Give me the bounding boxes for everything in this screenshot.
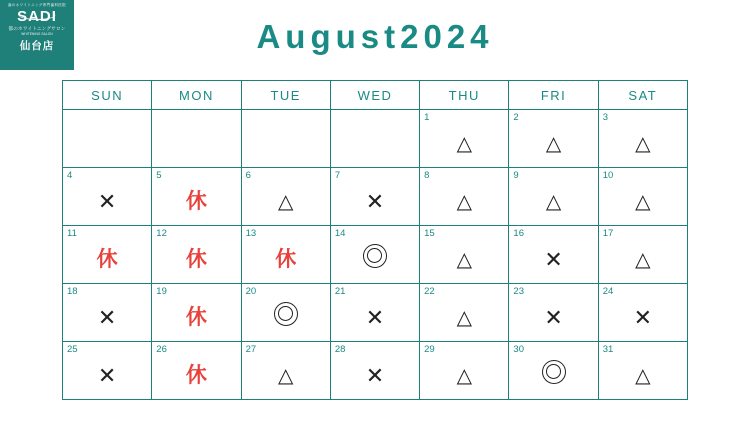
weekday-header-fri: FRI bbox=[509, 81, 598, 110]
calendar-day-cell[interactable] bbox=[152, 342, 241, 400]
day-number: 1 bbox=[424, 112, 430, 123]
day-number: 27 bbox=[245, 344, 257, 355]
logo-subtitle: 都のホワイトニングサロン bbox=[8, 26, 66, 31]
calendar-day-cell[interactable] bbox=[509, 284, 598, 342]
day-number: 8 bbox=[424, 170, 430, 181]
day-number: 28 bbox=[334, 344, 346, 355]
month-calendar bbox=[62, 80, 688, 400]
availability-triangle-icon: △ bbox=[545, 191, 562, 213]
availability-cross-icon: ✕ bbox=[365, 189, 385, 214]
day-number: 3 bbox=[602, 112, 608, 123]
day-number: 31 bbox=[602, 344, 614, 355]
availability-cross-icon: ✕ bbox=[365, 363, 385, 388]
availability-triangle-icon: △ bbox=[456, 307, 472, 329]
availability-triangle-icon: △ bbox=[635, 365, 651, 387]
day-number: 19 bbox=[156, 286, 167, 297]
calendar-empty-cell bbox=[63, 110, 152, 168]
calendar-day-cell[interactable] bbox=[330, 226, 419, 284]
calendar-day-cell[interactable] bbox=[420, 110, 509, 168]
calendar-week-row bbox=[63, 284, 688, 342]
day-number: 15 bbox=[424, 228, 435, 239]
availability-cross-icon: ✕ bbox=[544, 305, 563, 330]
calendar-day-cell[interactable] bbox=[330, 168, 419, 226]
availability-cross-icon: ✕ bbox=[633, 305, 653, 330]
availability-double-circle-icon bbox=[363, 243, 387, 267]
calendar-day-cell[interactable] bbox=[152, 168, 241, 226]
calendar-day-cell[interactable] bbox=[598, 284, 687, 342]
day-number: 30 bbox=[513, 344, 524, 355]
availability-triangle-icon: △ bbox=[278, 191, 294, 213]
day-number: 11 bbox=[67, 228, 77, 239]
availability-triangle-icon: △ bbox=[456, 249, 472, 271]
day-number: 2 bbox=[513, 112, 519, 123]
day-number: 10 bbox=[602, 170, 614, 181]
day-number: 23 bbox=[513, 286, 524, 297]
day-number: 9 bbox=[513, 170, 519, 181]
availability-cross-icon: ✕ bbox=[544, 247, 563, 272]
calendar-day-cell[interactable] bbox=[63, 284, 152, 342]
availability-kyu-icon: 休 bbox=[185, 248, 207, 271]
weekday-header-mon: MON bbox=[152, 81, 241, 110]
page-title: August2024 bbox=[256, 18, 494, 55]
calendar-day-cell[interactable] bbox=[63, 226, 152, 284]
calendar-day-cell[interactable] bbox=[330, 284, 419, 342]
calendar-day-cell[interactable] bbox=[420, 284, 509, 342]
calendar-empty-cell bbox=[152, 110, 241, 168]
availability-triangle-icon: △ bbox=[456, 133, 472, 155]
day-number: 13 bbox=[245, 228, 257, 239]
availability-cross-icon: ✕ bbox=[97, 305, 117, 330]
availability-kyu-icon: 休 bbox=[185, 306, 207, 329]
calendar-day-cell[interactable] bbox=[598, 168, 687, 226]
weekday-header-tue: TUE bbox=[241, 81, 330, 110]
calendar-empty-cell bbox=[241, 110, 330, 168]
calendar-day-cell[interactable] bbox=[420, 226, 509, 284]
calendar-week-row bbox=[63, 168, 688, 226]
availability-cross-icon: ✕ bbox=[97, 363, 117, 388]
calendar-day-cell[interactable] bbox=[241, 342, 330, 400]
logo-wordmark: SADI bbox=[17, 8, 57, 25]
calendar-day-cell[interactable] bbox=[152, 284, 241, 342]
availability-double-circle-icon bbox=[542, 359, 566, 383]
day-number: 26 bbox=[156, 344, 167, 355]
calendar-day-cell[interactable] bbox=[509, 226, 598, 284]
weekday-header-row bbox=[63, 81, 688, 110]
calendar-day-cell[interactable] bbox=[63, 342, 152, 400]
availability-kyu-icon: 休 bbox=[185, 364, 207, 387]
day-number: 16 bbox=[513, 228, 524, 239]
calendar-empty-cell bbox=[330, 110, 419, 168]
day-number: 14 bbox=[334, 228, 346, 239]
calendar-body bbox=[63, 110, 688, 400]
day-number: 7 bbox=[334, 170, 341, 181]
availability-kyu-icon: 休 bbox=[185, 190, 207, 213]
availability-cross-icon: ✕ bbox=[365, 305, 385, 330]
availability-kyu-icon: 休 bbox=[96, 248, 118, 271]
day-number: 12 bbox=[156, 228, 167, 239]
calendar-day-cell[interactable] bbox=[63, 168, 152, 226]
day-number: 5 bbox=[156, 170, 162, 181]
day-number: 6 bbox=[245, 170, 251, 181]
weekday-header-sun: SUN bbox=[63, 81, 152, 110]
day-number: 24 bbox=[602, 286, 614, 297]
availability-triangle-icon: △ bbox=[456, 365, 472, 387]
calendar-day-cell[interactable] bbox=[241, 168, 330, 226]
calendar-day-cell[interactable] bbox=[598, 110, 687, 168]
day-number: 29 bbox=[424, 344, 435, 355]
day-number: 4 bbox=[67, 170, 73, 181]
availability-triangle-icon: △ bbox=[456, 191, 472, 213]
availability-triangle-icon: △ bbox=[635, 191, 651, 213]
day-number: 25 bbox=[67, 344, 78, 355]
availability-kyu-icon: 休 bbox=[275, 248, 297, 271]
weekday-header-thu: THU bbox=[420, 81, 509, 110]
availability-cross-icon: ✕ bbox=[97, 189, 117, 214]
weekday-header-sat: SAT bbox=[598, 81, 687, 110]
calendar-week-row bbox=[63, 342, 688, 400]
calendar-day-cell[interactable] bbox=[241, 284, 330, 342]
weekday-header-wed: WED bbox=[330, 81, 419, 110]
calendar-week-row bbox=[63, 226, 688, 284]
calendar-day-cell[interactable] bbox=[598, 226, 687, 284]
calendar-week-row bbox=[63, 110, 688, 168]
calendar-day-cell[interactable] bbox=[509, 342, 598, 400]
availability-triangle-icon: △ bbox=[635, 249, 651, 271]
logo-shop-name: 仙台店 bbox=[19, 40, 55, 52]
day-number: 21 bbox=[334, 286, 346, 297]
day-number: 20 bbox=[245, 286, 257, 297]
calendar-day-cell[interactable] bbox=[420, 168, 509, 226]
calendar-day-cell[interactable] bbox=[330, 342, 419, 400]
day-number: 18 bbox=[67, 286, 78, 297]
calendar-day-cell[interactable] bbox=[509, 168, 598, 226]
calendar-day-cell[interactable] bbox=[152, 226, 241, 284]
availability-triangle-icon: △ bbox=[635, 133, 651, 155]
calendar-day-cell[interactable] bbox=[420, 342, 509, 400]
calendar-day-cell[interactable] bbox=[598, 342, 687, 400]
day-number: 22 bbox=[424, 286, 435, 297]
day-number: 17 bbox=[602, 228, 614, 239]
availability-triangle-icon: △ bbox=[545, 133, 562, 155]
calendar-day-cell[interactable] bbox=[241, 226, 330, 284]
calendar-day-cell[interactable] bbox=[509, 110, 598, 168]
logo-top-text: 歯のホワイトニング専門歯科医院 bbox=[7, 3, 67, 7]
logo-subtitle-en: WHITENING SALON bbox=[21, 32, 53, 36]
availability-triangle-icon: △ bbox=[278, 365, 294, 387]
availability-double-circle-icon bbox=[274, 301, 298, 325]
